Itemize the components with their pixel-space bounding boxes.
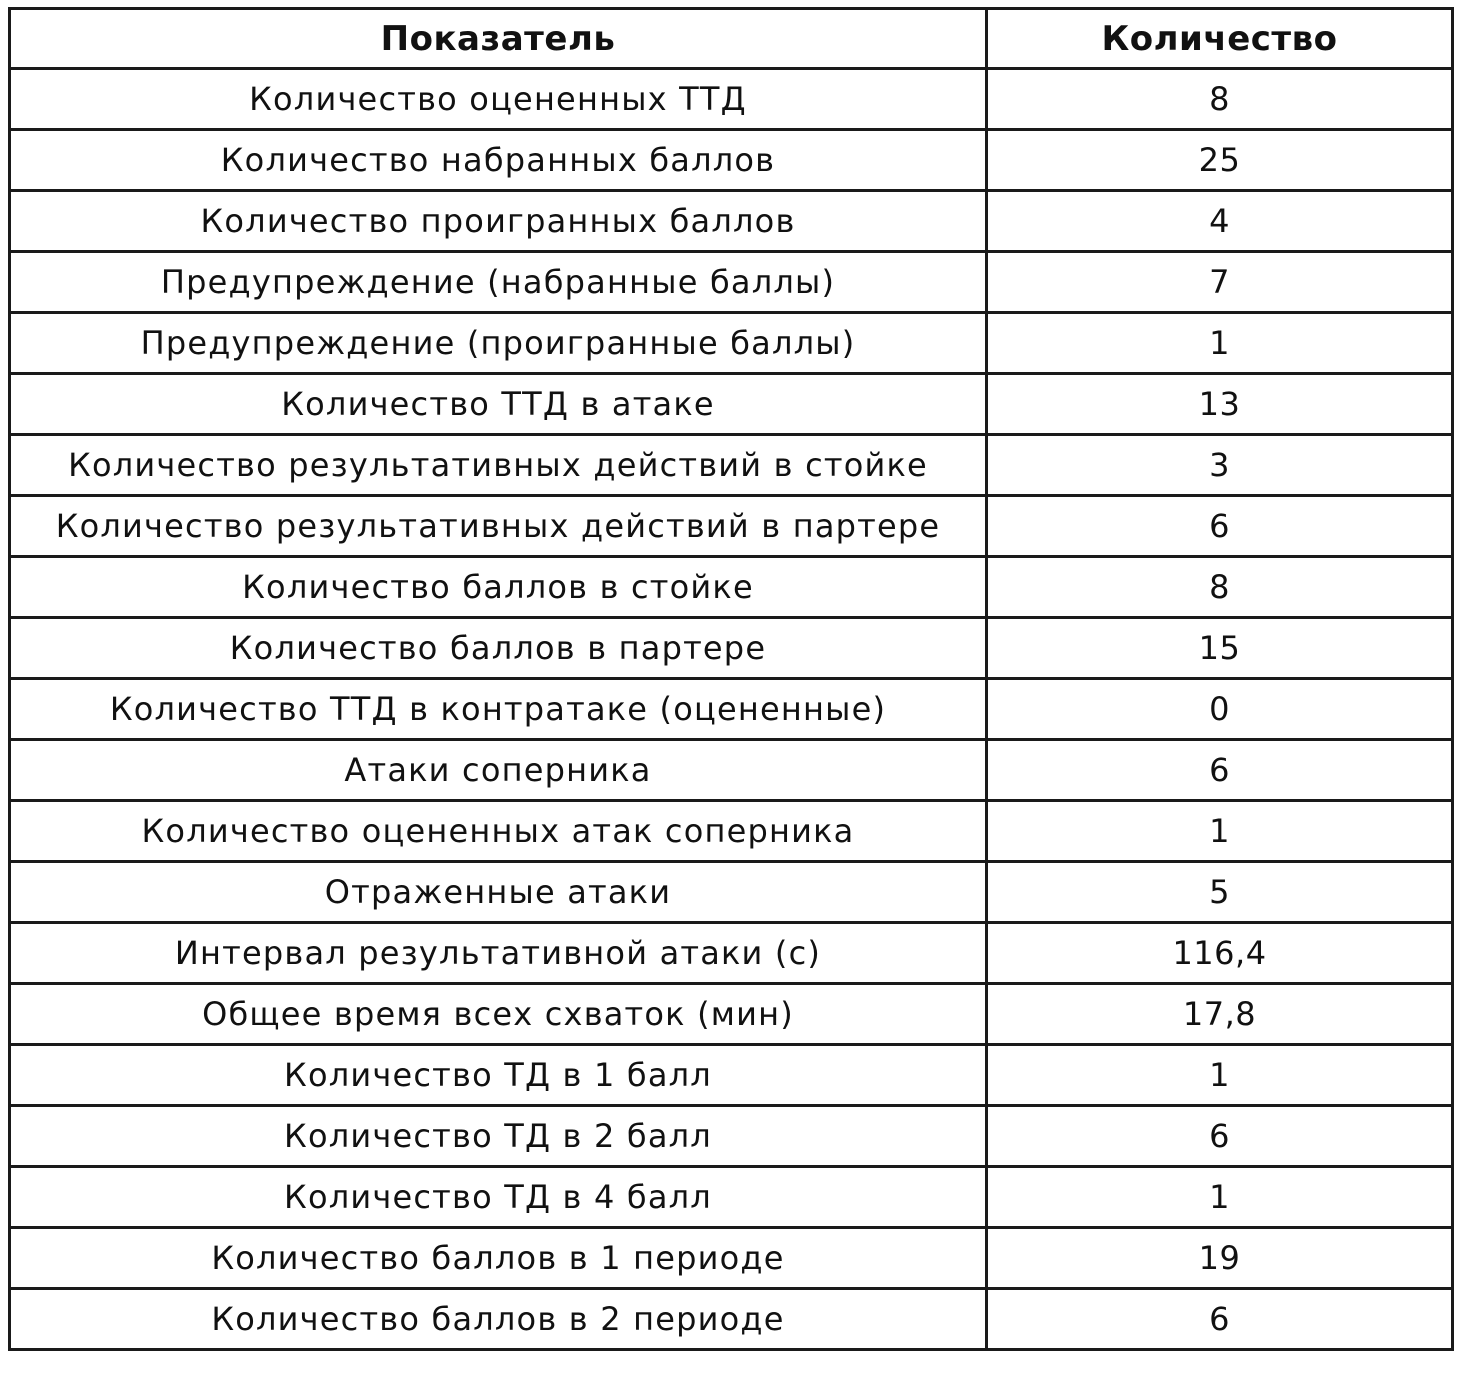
quantity-cell: 4 [987, 191, 1453, 252]
indicator-cell: Количество баллов в партере [10, 618, 987, 679]
quantity-cell: 116,4 [987, 923, 1453, 984]
quantity-cell: 0 [987, 679, 1453, 740]
indicator-cell: Количество ТТД в контратаке (оцененные) [10, 679, 987, 740]
table-row [10, 496, 1453, 557]
quantity-cell: 17,8 [987, 984, 1453, 1045]
quantity-cell: 15 [987, 618, 1453, 679]
quantity-cell: 1 [987, 801, 1453, 862]
table-row [10, 801, 1453, 862]
quantity-cell: 6 [987, 1289, 1453, 1350]
quantity-cell: 8 [987, 69, 1453, 130]
table-row [10, 557, 1453, 618]
table-row [10, 435, 1453, 496]
quantity-cell: 13 [987, 374, 1453, 435]
indicator-cell: Количество проигранных баллов [10, 191, 987, 252]
table-body [10, 69, 1453, 1350]
table-row [10, 984, 1453, 1045]
indicator-cell: Количество ТД в 2 балл [10, 1106, 987, 1167]
indicator-cell: Количество набранных баллов [10, 130, 987, 191]
table-row [10, 191, 1453, 252]
indicator-cell: Интервал результативной атаки (с) [10, 923, 987, 984]
indicator-cell: Количество ТД в 4 балл [10, 1167, 987, 1228]
table-row [10, 1167, 1453, 1228]
column-header-quantity: Количество [987, 9, 1453, 69]
indicator-cell: Количество ТТД в атаке [10, 374, 987, 435]
indicator-cell: Общее время всех схваток (мин) [10, 984, 987, 1045]
indicator-cell: Количество оцененных ТТД [10, 69, 987, 130]
table-row [10, 679, 1453, 740]
stats-table-container [8, 7, 1451, 1351]
table-row [10, 862, 1453, 923]
indicator-cell: Количество результативных действий в стойке [10, 435, 987, 496]
table-row [10, 374, 1453, 435]
table-row [10, 130, 1453, 191]
quantity-cell: 1 [987, 1167, 1453, 1228]
quantity-cell: 19 [987, 1228, 1453, 1289]
indicator-cell: Предупреждение (набранные баллы) [10, 252, 987, 313]
quantity-cell: 25 [987, 130, 1453, 191]
indicator-cell: Количество баллов в 2 периоде [10, 1289, 987, 1350]
indicator-cell: Количество ТД в 1 балл [10, 1045, 987, 1106]
quantity-cell: 8 [987, 557, 1453, 618]
indicator-cell: Предупреждение (проигранные баллы) [10, 313, 987, 374]
quantity-cell: 1 [987, 313, 1453, 374]
table-row [10, 1289, 1453, 1350]
indicator-cell: Отраженные атаки [10, 862, 987, 923]
indicator-cell: Атаки соперника [10, 740, 987, 801]
table-header-row [10, 9, 1453, 69]
table-row [10, 740, 1453, 801]
indicator-cell: Количество оцененных атак соперника [10, 801, 987, 862]
quantity-cell: 6 [987, 496, 1453, 557]
table-row [10, 1045, 1453, 1106]
table-row [10, 1228, 1453, 1289]
indicator-cell: Количество результативных действий в партере [10, 496, 987, 557]
quantity-cell: 5 [987, 862, 1453, 923]
table-row [10, 252, 1453, 313]
quantity-cell: 6 [987, 740, 1453, 801]
stats-table [8, 7, 1454, 1351]
table-row [10, 1106, 1453, 1167]
indicator-cell: Количество баллов в 1 периоде [10, 1228, 987, 1289]
indicator-cell: Количество баллов в стойке [10, 557, 987, 618]
quantity-cell: 6 [987, 1106, 1453, 1167]
table-row [10, 313, 1453, 374]
table-row [10, 618, 1453, 679]
column-header-indicator: Показатель [10, 9, 987, 69]
quantity-cell: 7 [987, 252, 1453, 313]
quantity-cell: 3 [987, 435, 1453, 496]
quantity-cell: 1 [987, 1045, 1453, 1106]
table-row [10, 923, 1453, 984]
table-row [10, 69, 1453, 130]
